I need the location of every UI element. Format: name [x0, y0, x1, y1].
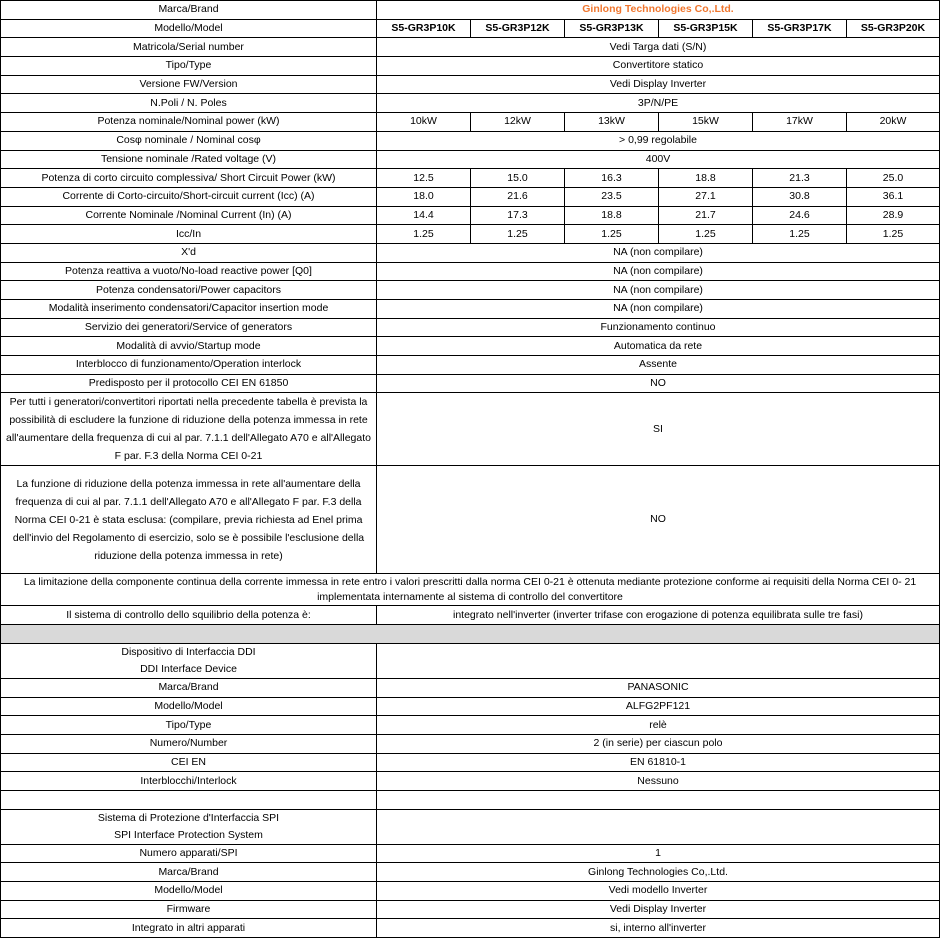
table-row — [1, 243, 940, 262]
dc-statement: La limitazione della componente continua della corrente immessa in rete entro i valori prescritti dalla norma CEI 0-21 è ottenuta mediante protezione conforme ai requisiti della Norma CEI 0- 21 implementata internamente al sistema di controllo del convertitore — [1, 574, 940, 606]
row-cell: 14.4 — [377, 206, 471, 225]
model-name: S5-GR3P15K — [659, 19, 753, 38]
spi-title-empty — [377, 809, 940, 844]
row-label: Interblocco di funzionamento/Operation interlock — [1, 356, 377, 375]
spi-title-en: SPI Interface Protection System — [114, 828, 263, 841]
ddi-title — [1, 643, 377, 678]
row-label: Modello/Model — [1, 882, 377, 901]
table-row — [1, 919, 940, 938]
empty-cell — [1, 790, 377, 809]
row-value: NA (non compilare) — [377, 281, 940, 300]
row-label: N.Poli / N. Poles — [1, 94, 377, 113]
row-value: NA (non compilare) — [377, 262, 940, 281]
table-row — [1, 225, 940, 244]
cosphi-row — [1, 131, 940, 150]
row-label: Modalità inserimento condensatori/Capacitor insertion mode — [1, 300, 377, 319]
row-value: Funzionamento continuo — [377, 318, 940, 337]
row-label: Potenza nominale/Nominal power (kW) — [1, 113, 377, 132]
table-row — [1, 337, 940, 356]
row-cell: 30.8 — [753, 187, 847, 206]
row-value: PANASONIC — [377, 678, 940, 697]
model-name: S5-GR3P17K — [753, 19, 847, 38]
row-cell: 18.8 — [565, 206, 659, 225]
row-cell: 1.25 — [565, 225, 659, 244]
table-row — [1, 94, 940, 113]
row-cell: 27.1 — [659, 187, 753, 206]
row-cell: 17kW — [753, 113, 847, 132]
row-cell: 18.0 — [377, 187, 471, 206]
row-cell: 18.8 — [659, 169, 753, 188]
row-cell: 24.6 — [753, 206, 847, 225]
row-cell: 10kW — [377, 113, 471, 132]
row-value: Assente — [377, 356, 940, 375]
row-label: Interblocchi/Interlock — [1, 772, 377, 791]
row-value: Vedi Display Inverter — [377, 900, 940, 919]
row-cell: 16.3 — [565, 169, 659, 188]
frequency-exclusion-possible-row — [1, 393, 940, 466]
table-row — [1, 187, 940, 206]
table-row — [1, 169, 940, 188]
table-row — [1, 678, 940, 697]
row-value: Vedi Targa dati (S/N) — [377, 38, 940, 57]
table-row — [1, 262, 940, 281]
separator — [1, 625, 940, 644]
row-value: Vedi modello Inverter — [377, 882, 940, 901]
spi-title — [1, 809, 377, 844]
spi-header-row — [1, 809, 940, 844]
row-value: Vedi Display Inverter — [377, 75, 940, 94]
row-label: Tensione nominale /Rated voltage (V) — [1, 150, 377, 169]
model-name: S5-GR3P12K — [471, 19, 565, 38]
row-label: Il sistema di controllo dello squilibrio della potenza è: — [1, 606, 377, 625]
dc-component-row — [1, 574, 940, 606]
row-cell: 36.1 — [847, 187, 940, 206]
row-value: integrato nell'inverter (inverter trifase con erogazione di potenza equilibrata sulle tre fasi) — [377, 606, 940, 625]
row-cell: 17.3 — [471, 206, 565, 225]
row-cell: 21.6 — [471, 187, 565, 206]
row-value: 1 — [377, 844, 940, 863]
question-label: Per tutti i generatori/convertitori riportati nella precedente tabella è prevista la possibilità di escludere la funzione di riduzione della potenza immessa in rete all'aumentare della frequenza di cui al par. 7.1.1 dell'Allegato A70 e all'Allegato F par. F.3 della Norma CEI 0-21 — [1, 393, 377, 466]
question-answer: SI — [377, 393, 940, 466]
table-row — [1, 38, 940, 57]
ddi-title-en: DDI Interface Device — [140, 662, 237, 675]
ddi-title-it: Dispositivo di Interfaccia DDI — [121, 645, 256, 658]
brand-value: Ginlong Technologies Co,.Ltd. — [377, 1, 940, 20]
row-cell: 20kW — [847, 113, 940, 132]
table-row — [1, 844, 940, 863]
table-row — [1, 716, 940, 735]
row-value: ALFG2PF121 — [377, 697, 940, 716]
row-cell: 12kW — [471, 113, 565, 132]
empty-row — [1, 790, 940, 809]
spi-title-it: Sistema di Protezione d'Interfaccia SPI — [97, 811, 280, 824]
row-value: Ginlong Technologies Co,.Ltd. — [377, 863, 940, 882]
table-row — [1, 318, 940, 337]
row-cell: 15.0 — [471, 169, 565, 188]
row-label: Versione FW/Version — [1, 75, 377, 94]
table-row — [1, 374, 940, 393]
ddi-header-row — [1, 643, 940, 678]
ddi-title-empty — [377, 643, 940, 678]
table-row — [1, 863, 940, 882]
row-label: Icc/In — [1, 225, 377, 244]
row-value: NA (non compilare) — [377, 300, 940, 319]
frequency-exclusion-row — [1, 466, 940, 574]
row-value: Convertitore statico — [377, 57, 940, 76]
row-label: Corrente Nominale /Nominal Current (In) (A) — [1, 206, 377, 225]
row-label: Firmware — [1, 900, 377, 919]
row-cell: 1.25 — [847, 225, 940, 244]
table-row — [1, 697, 940, 716]
row-value: 2 (in serie) per ciascun polo — [377, 734, 940, 753]
table-row — [1, 206, 940, 225]
row-cell: 21.3 — [753, 169, 847, 188]
row-label: Potenza condensatori/Power capacitors — [1, 281, 377, 300]
row-label: Marca/Brand — [1, 863, 377, 882]
row-label: CEI EN — [1, 753, 377, 772]
row-label: Matricola/Serial number — [1, 38, 377, 57]
table-row — [1, 281, 940, 300]
model-label: Modello/Model — [1, 19, 377, 38]
question-label: La funzione di riduzione della potenza immessa in rete all'aumentare della frequenza di cui al par. 7.1.1 dell'Allegato A70 e all'Allegato F par. F.3 della Norma CEI 0-21 è stata esclusa: (compilare, previa richiesta ad Enel prima dell'invio del Regolamento di esercizio, solo se è possibile l'esclusione della riduzione della potenza immessa in rete) — [1, 466, 377, 574]
row-cell: 12.5 — [377, 169, 471, 188]
row-value: relè — [377, 716, 940, 735]
empty-cell — [377, 790, 940, 809]
row-value: EN 61810-1 — [377, 753, 940, 772]
brand-label: Marca/Brand — [1, 1, 377, 20]
table-body — [1, 1, 940, 938]
row-label: Potenza di corto circuito complessiva/ Short Circuit Power (kW) — [1, 169, 377, 188]
table-row — [1, 75, 940, 94]
model-name: S5-GR3P20K — [847, 19, 940, 38]
row-value: > 0,99 regolabile — [377, 131, 940, 150]
separator-row — [1, 625, 940, 644]
row-cell: 25.0 — [847, 169, 940, 188]
row-cell: 23.5 — [565, 187, 659, 206]
model-row — [1, 19, 940, 38]
row-label: Corrente di Corto-circuito/Short-circuit current (Icc) (A) — [1, 187, 377, 206]
table-row — [1, 57, 940, 76]
row-label: X'd — [1, 243, 377, 262]
row-label: Potenza reattiva a vuoto/No-load reactive power [Q0] — [1, 262, 377, 281]
row-label: Numero/Number — [1, 734, 377, 753]
row-label: Modalità di avvio/Startup mode — [1, 337, 377, 356]
brand-row — [1, 1, 940, 20]
row-cell: 21.7 — [659, 206, 753, 225]
row-label: Numero apparati/SPI — [1, 844, 377, 863]
table-row — [1, 882, 940, 901]
model-name: S5-GR3P10K — [377, 19, 471, 38]
table-row — [1, 356, 940, 375]
row-label: Predisposto per il protocollo CEI EN 61850 — [1, 374, 377, 393]
voltage-row — [1, 150, 940, 169]
row-value: 3P/N/PE — [377, 94, 940, 113]
row-label: Servizio dei generatori/Service of generators — [1, 318, 377, 337]
table-row — [1, 753, 940, 772]
row-label: Tipo/Type — [1, 57, 377, 76]
power-balance-row — [1, 606, 940, 625]
question-answer: NO — [377, 466, 940, 574]
row-value: si, interno all'inverter — [377, 919, 940, 938]
row-label: Integrato in altri apparati — [1, 919, 377, 938]
row-cell: 13kW — [565, 113, 659, 132]
table-row — [1, 734, 940, 753]
table-row — [1, 300, 940, 319]
nominal-power-row — [1, 113, 940, 132]
table-row — [1, 900, 940, 919]
row-cell: 28.9 — [847, 206, 940, 225]
row-cell: 1.25 — [659, 225, 753, 244]
row-value: NA (non compilare) — [377, 243, 940, 262]
row-cell: 15kW — [659, 113, 753, 132]
row-cell: 1.25 — [471, 225, 565, 244]
row-label: Modello/Model — [1, 697, 377, 716]
row-label: Marca/Brand — [1, 678, 377, 697]
row-cell: 1.25 — [753, 225, 847, 244]
table-row — [1, 772, 940, 791]
row-value: 400V — [377, 150, 940, 169]
row-value: Nessuno — [377, 772, 940, 791]
model-name: S5-GR3P13K — [565, 19, 659, 38]
row-value: Automatica da rete — [377, 337, 940, 356]
row-label: Tipo/Type — [1, 716, 377, 735]
row-value: NO — [377, 374, 940, 393]
row-cell: 1.25 — [377, 225, 471, 244]
row-label: Cosφ nominale / Nominal cosφ — [1, 131, 377, 150]
